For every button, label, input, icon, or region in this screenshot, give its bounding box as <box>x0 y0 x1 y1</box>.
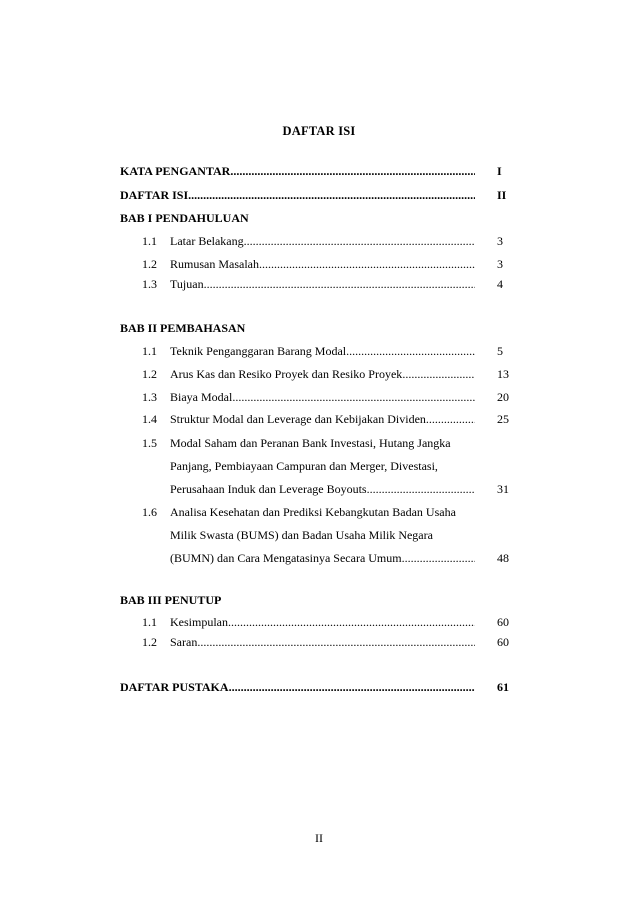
toc-entry-page: 13 <box>497 367 509 381</box>
leader-dots <box>367 481 475 497</box>
leader-dots <box>188 187 475 203</box>
toc-entry-label-line: (BUMN) dan Cara Mengatasinya Secara Umum <box>170 551 402 565</box>
toc-entry-label-line: Analisa Kesehatan dan Prediksi Kebangkutan Badan Usaha <box>170 505 456 519</box>
chapter-heading-bab-1: BAB I PENDAHULUAN <box>120 211 249 225</box>
toc-entry-number: 1.6 <box>142 505 157 519</box>
leader-dots <box>228 614 475 630</box>
leader-dots <box>402 366 475 382</box>
toc-entry-label: KATA PENGANTAR <box>120 164 231 178</box>
footer-page-number: II <box>315 831 323 845</box>
leader-dots <box>402 550 475 566</box>
toc-entry-daftar-isi <box>120 187 512 203</box>
toc-entry-page: 25 <box>497 412 509 426</box>
toc-entry-label: DAFTAR ISI <box>120 188 189 202</box>
toc-entry-page: 4 <box>497 277 503 291</box>
chapter-heading-bab-2: BAB II PEMBAHASAN <box>120 321 246 335</box>
toc-entry-kata-pengantar <box>120 163 512 179</box>
toc-entry-label-line: Perusahaan Induk dan Leverage Boyouts <box>170 482 367 496</box>
toc-entry-page: 5 <box>497 344 503 358</box>
toc-entry-label: Kesimpulan <box>170 615 228 629</box>
toc-entry-number: 1.5 <box>142 436 157 450</box>
toc-entry-number: 1.2 <box>142 635 157 649</box>
toc-entry-label-line: Milik Swasta (BUMS) dan Badan Usaha Milik Negara <box>170 528 433 542</box>
toc-entry-page: 31 <box>497 482 509 496</box>
toc-entry-label: DAFTAR PUSTAKA <box>120 680 229 694</box>
toc-entry-number: 1.3 <box>142 277 157 291</box>
toc-entry-page: 60 <box>497 635 509 649</box>
leader-dots <box>244 233 475 249</box>
toc-entry-label: Struktur Modal dan Leverage dan Kebijakan Dividen <box>170 412 426 426</box>
toc-entry-label: Biaya Modal <box>170 390 233 404</box>
toc-entry-number: 1.2 <box>142 367 157 381</box>
toc-entry-page: 60 <box>497 615 509 629</box>
leader-dots <box>232 389 475 405</box>
toc-entry <box>120 389 512 405</box>
toc-entry <box>120 256 512 272</box>
toc-entry-continuation <box>120 527 512 543</box>
toc-entry-label: Rumusan Masalah <box>170 257 259 271</box>
toc-entry-label: Teknik Penganggaran Barang Modal <box>170 344 347 358</box>
toc-entry-page: 48 <box>497 551 509 565</box>
toc-entry-continuation <box>120 458 512 474</box>
toc-entry-page: II <box>497 188 507 202</box>
page-title: DAFTAR ISI <box>282 124 356 138</box>
leader-dots <box>346 343 475 359</box>
toc-entry <box>120 435 512 451</box>
toc-entry-label: Arus Kas dan Resiko Proyek dan Resiko Proyek <box>170 367 403 381</box>
toc-entry-page: I <box>497 164 502 178</box>
leader-dots <box>229 679 475 695</box>
leader-dots <box>230 163 475 179</box>
toc-entry-number: 1.2 <box>142 257 157 271</box>
toc-entry-label-line: Modal Saham dan Peranan Bank Investasi, Hutang Jangka <box>170 436 451 450</box>
toc-entry <box>120 411 512 427</box>
leader-dots <box>426 411 475 427</box>
toc-entry-page: 3 <box>497 257 503 271</box>
toc-entry-label: Latar Belakang <box>170 234 244 248</box>
toc-entry-number: 1.1 <box>142 615 157 629</box>
toc-entry <box>120 343 512 359</box>
toc-entry-continuation <box>120 481 512 497</box>
leader-dots <box>197 634 475 650</box>
toc-entry-page: 61 <box>497 680 509 694</box>
toc-entry <box>120 233 512 249</box>
toc-entry-number: 1.4 <box>142 412 157 426</box>
toc-entry-number: 1.1 <box>142 344 157 358</box>
toc-entry-daftar-pustaka <box>120 679 512 695</box>
toc-entry-label: Saran <box>170 635 198 649</box>
leader-dots <box>204 276 475 292</box>
leader-dots <box>259 256 475 272</box>
toc-entry <box>120 276 512 292</box>
toc-entry-number: 1.1 <box>142 234 157 248</box>
toc-entry-continuation <box>120 550 512 566</box>
chapter-heading-bab-3: BAB III PENUTUP <box>120 593 222 607</box>
toc-entry <box>120 366 512 382</box>
toc-entry-label-line: Panjang, Pembiayaan Campuran dan Merger, Divestasi, <box>170 459 438 473</box>
toc-entry-label: Tujuan <box>170 277 204 291</box>
toc-entry <box>120 634 512 650</box>
toc-entry-number: 1.3 <box>142 390 157 404</box>
toc-entry <box>120 504 512 520</box>
toc-entry-page: 20 <box>497 390 509 404</box>
toc-entry-page: 3 <box>497 234 503 248</box>
toc-entry <box>120 614 512 630</box>
